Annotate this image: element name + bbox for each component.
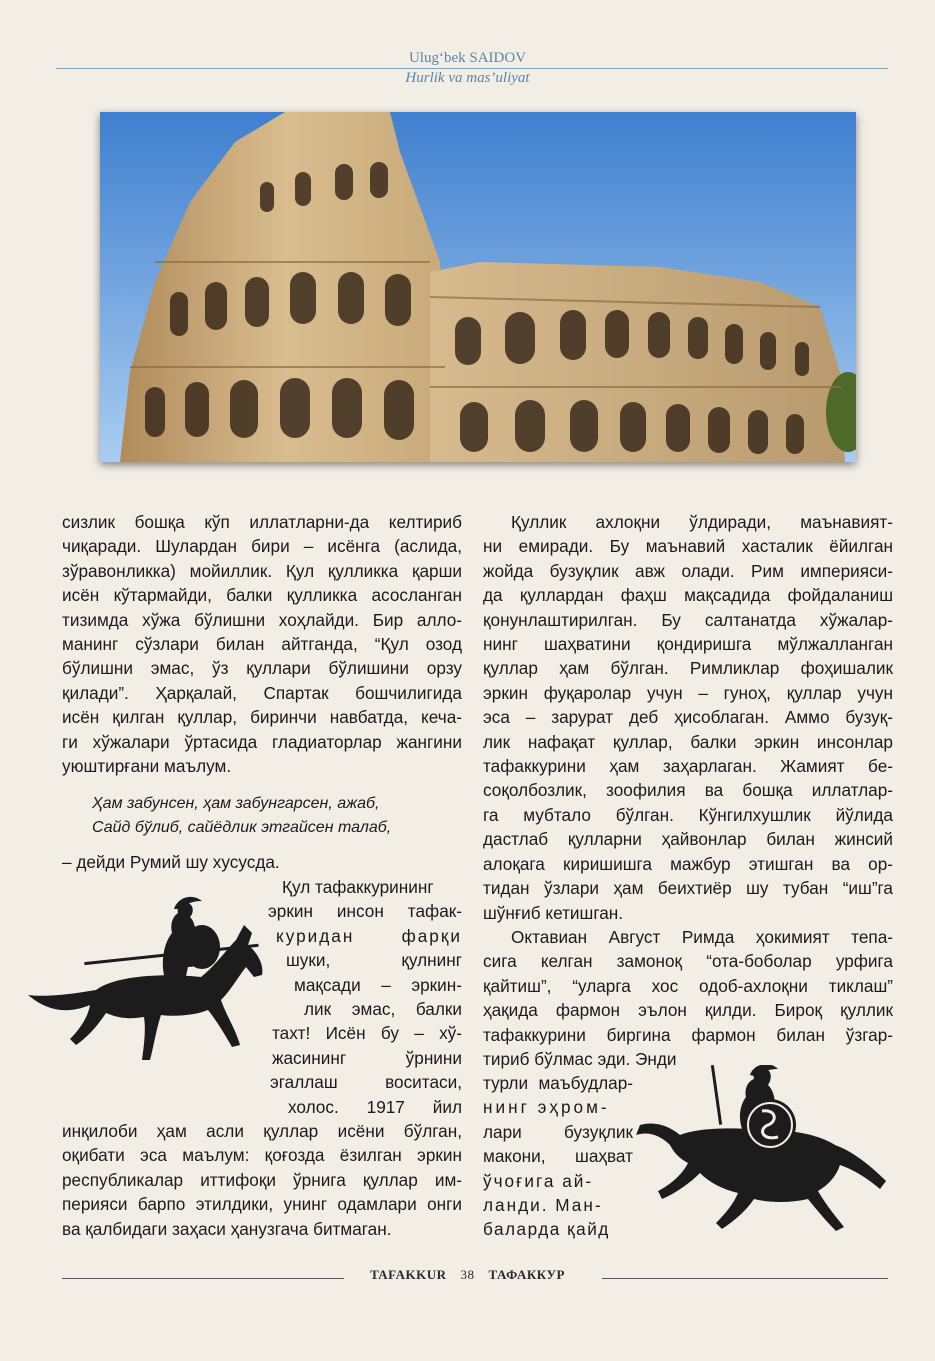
text-line: тафаккурини ҳам заҳарлаган. Жамият бе-	[483, 756, 893, 777]
text-line: ланди. Ман-	[483, 1195, 603, 1216]
text-line: Октавиан Август Римда ҳокимият тепа-	[511, 927, 893, 947]
text-line: Қуллик ахлоқни ўлдиради, маънавият-	[511, 512, 893, 532]
right-column-paragraph-1	[483, 510, 893, 925]
text-line: эркин фуқаролар учун – гуноҳ, қуллар учун	[483, 682, 893, 703]
running-header-title: Hurlik va mas’uliyat	[405, 70, 530, 86]
page-footer	[0, 1267, 935, 1283]
header-rule	[56, 68, 888, 69]
text-line: республикалар иттифоқи ўрнига қуллар им-	[62, 1169, 462, 1190]
text-line: тизимда хўжа бўлишни хоҳлайди. Бир алло-	[62, 609, 462, 630]
text-line: макони, шаҳват	[483, 1146, 633, 1167]
text-line: алоқага киришишга мажбур этишган ва ор-	[483, 853, 893, 874]
text-line: нинг эҳром-	[483, 1097, 610, 1118]
text-line: Қул тафаккурининг	[282, 877, 434, 897]
horseman-silhouette-left	[26, 895, 272, 1075]
text-line: эгаллаш воситаси,	[270, 1072, 462, 1093]
page-number: 38	[460, 1267, 475, 1282]
text-line: мақсади – эркин-	[294, 974, 462, 995]
text-line: лик эмас, балки	[304, 999, 462, 1020]
text-line: уюштирғани маълум.	[62, 756, 232, 777]
text-line: исён қилган қуллар, биринчи навбатда, кеча-	[62, 707, 462, 728]
text-line: қонунлаштирилган. Бу салтанатда хўжалар-	[483, 609, 893, 630]
text-line: ҳақида фармон эълон қилди. Бироқ қуллик	[483, 1000, 893, 1021]
text-line: тафаккурини биргина фармон билан ўзгар-	[483, 1024, 893, 1045]
left-column-paragraph	[62, 510, 462, 778]
text-line: нинг шаҳватини қондиришга мўлжалланган	[483, 634, 893, 655]
left-tail-text	[62, 1119, 462, 1241]
text-line: қилади”. Ҳарқалай, Спартак бошчилигида	[62, 682, 462, 703]
text-line: қайтиш”, “уларга хос одоб-ахлоқни тиклаш”	[483, 975, 893, 996]
colosseum-photo	[100, 112, 856, 462]
horseman-silhouette-right	[630, 1065, 890, 1245]
text-line: бўлишни эмас, ўз қуллари бўлишини орзу	[62, 658, 462, 679]
text-line: ги хўжалари ўртасида гладиаторлар жангини	[62, 731, 462, 752]
text-line: қуллар ҳам бўлган. Римликлар фоҳишалик	[483, 658, 893, 679]
text-line: куридан фарқи	[276, 925, 462, 946]
right-wrapped-text	[483, 1071, 633, 1242]
footer-label-latin: TAFAKKUR	[370, 1267, 447, 1282]
text-line: баларда қайд	[483, 1219, 610, 1240]
text-line: тидан ўзлари ҳам беихтиёр шу тубан “иш”га	[483, 878, 893, 899]
text-line: тахт! Исён бу – хў-	[272, 1023, 462, 1044]
rumi-verse	[92, 792, 391, 840]
after-verse-line	[62, 850, 462, 874]
text-line: чиқаради. Шулардан бири – исёнга (аслида,	[62, 536, 462, 557]
text-line: – дейди Румий шу хусусда.	[62, 852, 280, 872]
text-line: турли маъбудлар-	[483, 1073, 633, 1093]
text-line: инқилоби ҳам асли қуллар исёни бўлган,	[62, 1121, 462, 1141]
text-line: зўравонликка) мойиллик. Қул қулликка қарши	[62, 560, 462, 581]
text-line: ўчоғига ай-	[483, 1170, 594, 1191]
verse-line: Ҳам забунсен, ҳам забунгарсен, ажаб,	[92, 795, 380, 812]
text-line: жойда бузуқлик авж олади. Рим империяси-	[483, 560, 893, 581]
running-header-author: Ulug‘bek SAIDOV	[408, 50, 527, 66]
text-line: сизлик бошқа кўп иллатларни-да келтириб	[62, 512, 462, 532]
text-line: га мубтало бўлган. Кўнгилхушлик йўлида	[483, 804, 893, 825]
footer-label-cyrillic: ТАФАККУР	[488, 1267, 565, 1282]
text-line: исён кўтармайди, балки қулликка асосланган	[62, 585, 462, 606]
text-line: соқолбозлик, зоофилия ва бошқа иллатлар-	[483, 780, 893, 801]
text-line: да қуллардан фаҳш мақсадида фойдаланиш	[483, 585, 893, 606]
text-line: оқибати эса маълум: қоғозда ёзилган эркин	[62, 1145, 462, 1166]
text-line: ни емиради. Бу маънавий хасталик ёйилган	[483, 536, 893, 557]
text-line: манинг сўзлари билан айтганда, “Қул озод	[62, 634, 462, 655]
text-line: тириб бўлмас эди. Энди	[483, 1049, 677, 1070]
text-line: перияси барпо этилдики, унинг одамлари онги	[62, 1194, 462, 1215]
text-line: холос. 1917 йил	[288, 1096, 462, 1117]
verse-line: Сайд бўлиб, сайёдлик этгайсен талаб,	[92, 819, 392, 836]
text-line: лик нафақат қуллар, балки эркин инсонлар	[483, 731, 893, 752]
right-column-paragraph-2	[483, 925, 893, 1071]
text-line: шўнғиб кетишган.	[483, 902, 624, 923]
text-line: ва қалбидаги заҳаси ҳанузгача битмаган.	[62, 1218, 392, 1239]
text-line: лари бузуқлик	[483, 1121, 633, 1142]
text-line: жасининг ўрнини	[272, 1047, 462, 1068]
text-line: сига келган замоноқ “ота-боболар урфига	[483, 951, 893, 972]
text-line: эркин инсон тафак-	[268, 901, 462, 922]
text-line: шуки, қулнинг	[286, 950, 462, 971]
text-line: дастлаб қулларни ҳайвонлар билан жинсий	[483, 829, 893, 850]
text-line: эса – зарурат деб ҳисоблаган. Аммо бузуқ-	[483, 707, 893, 728]
left-wrapped-text	[268, 875, 462, 1119]
